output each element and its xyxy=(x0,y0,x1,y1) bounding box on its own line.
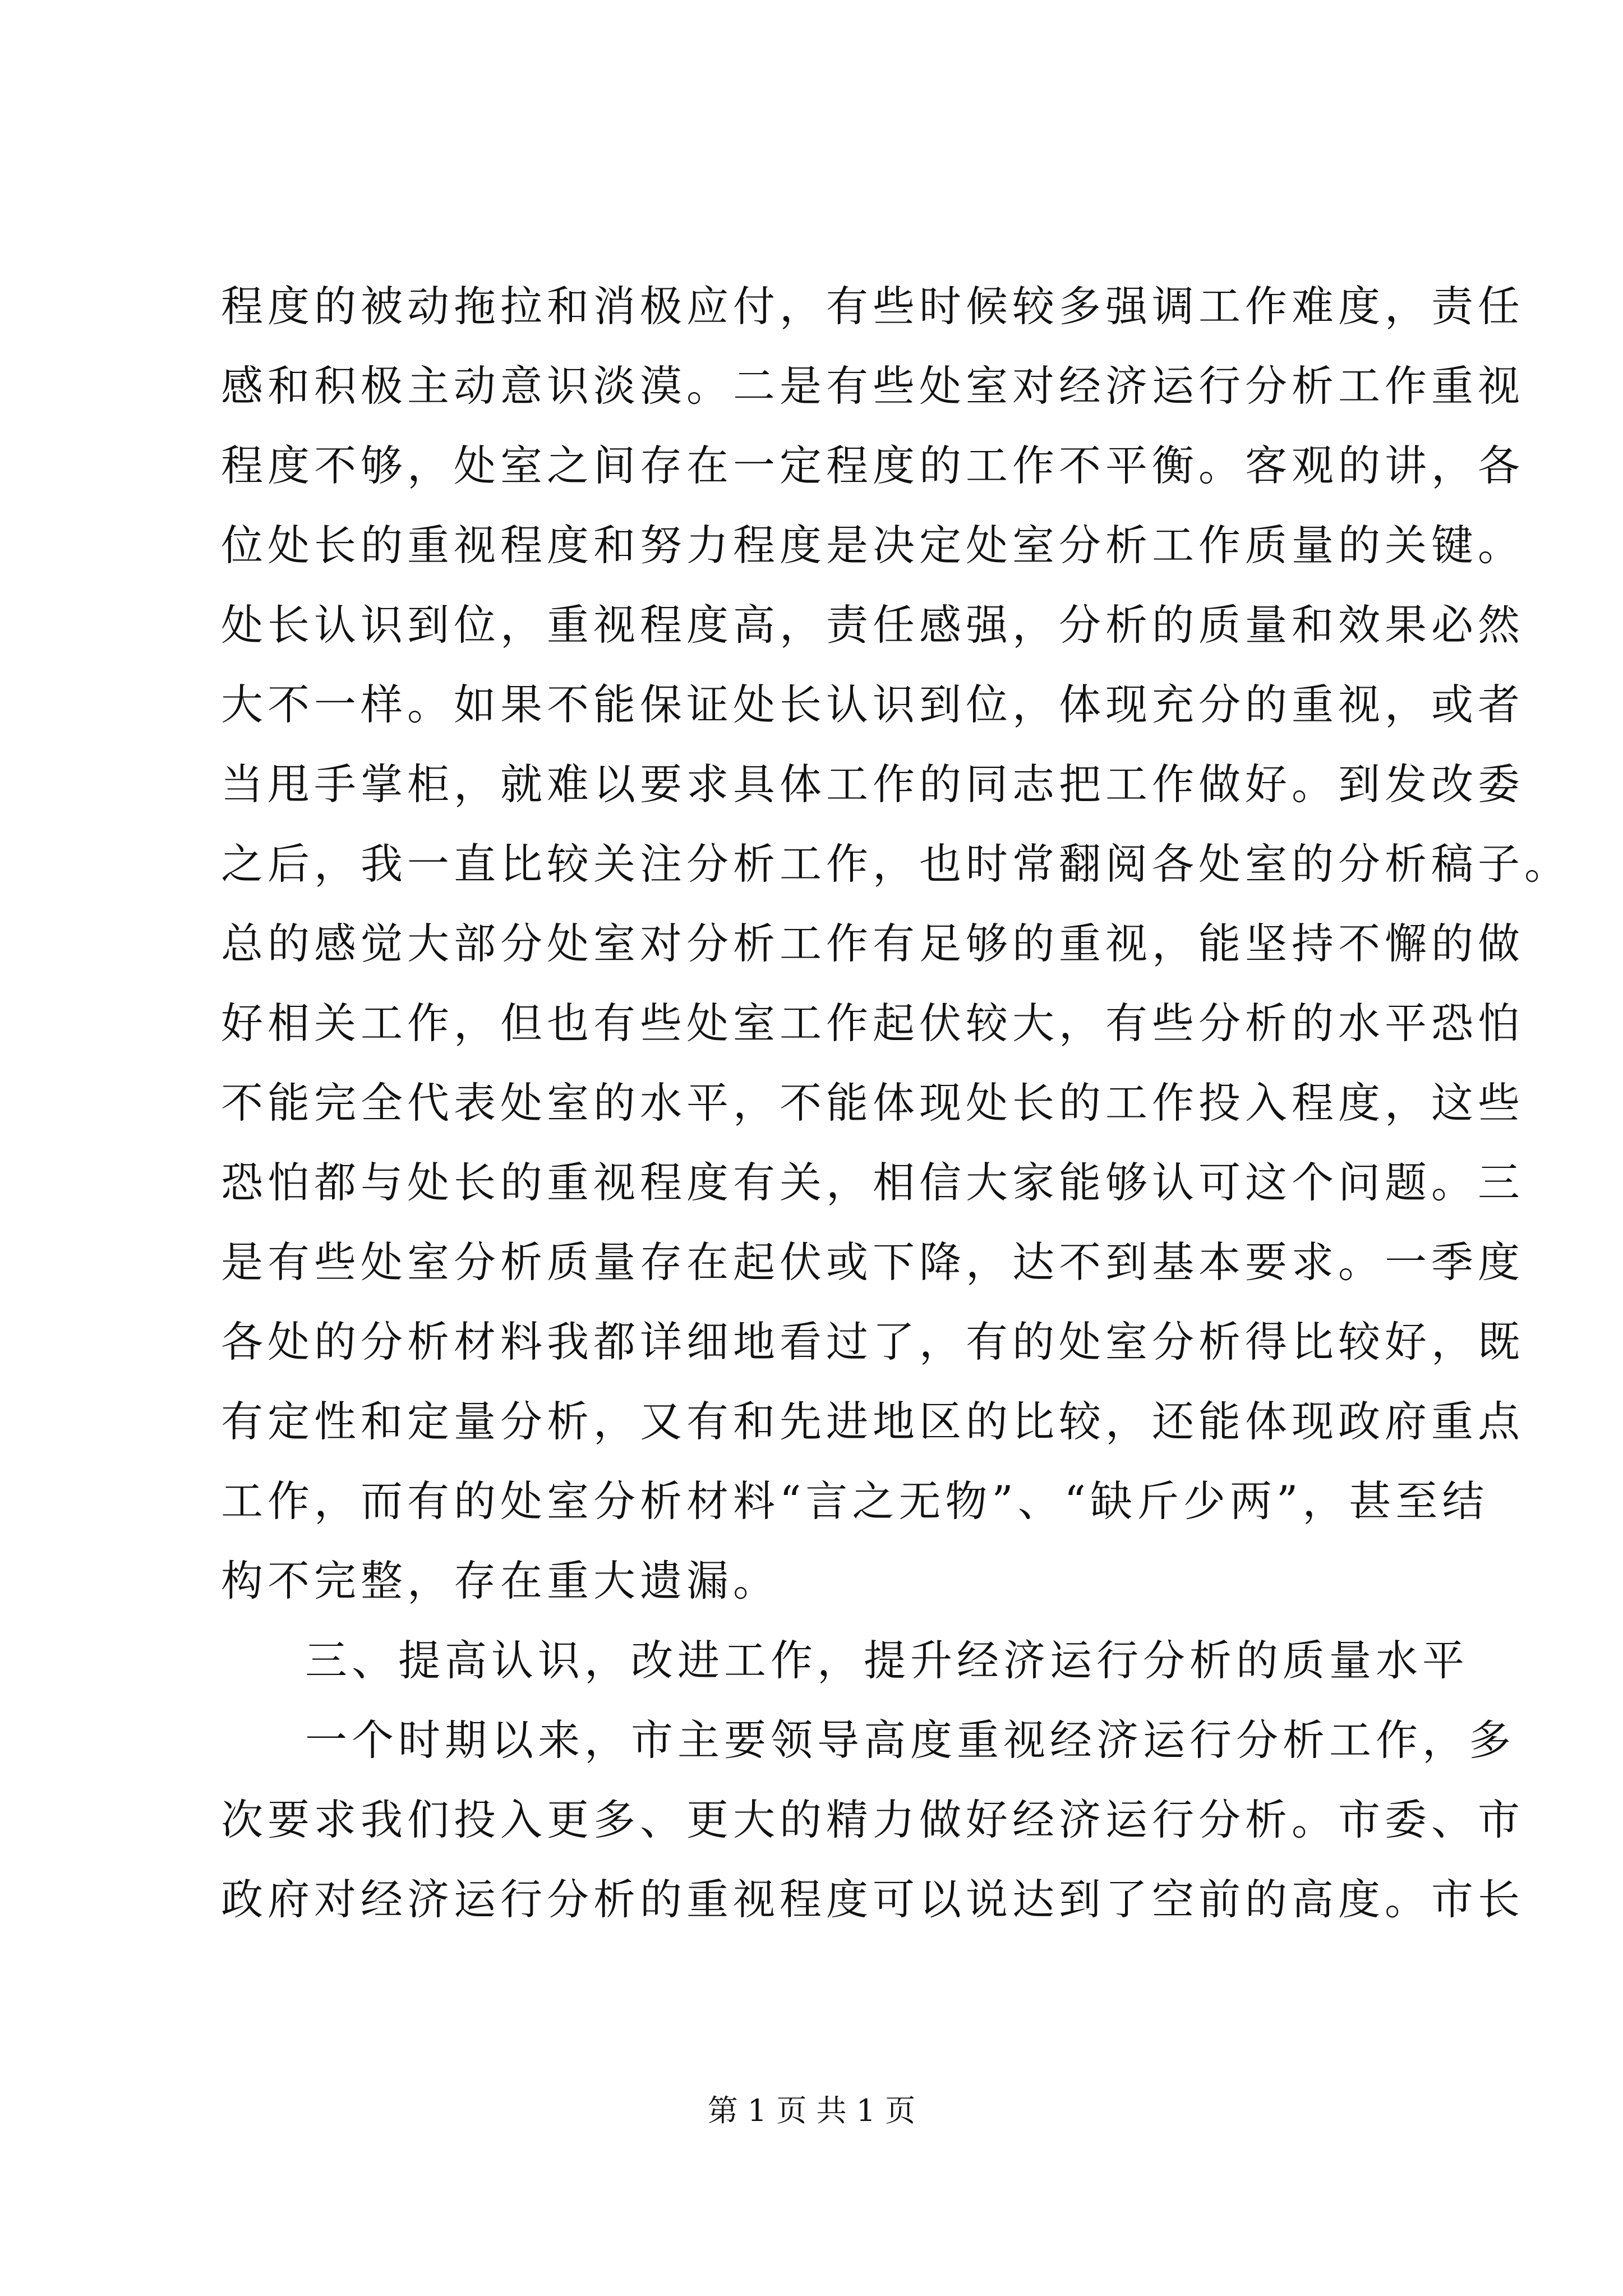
section-heading: 三、提高认识，改进工作，提升经济运行分析的质量水平 xyxy=(305,1636,1469,1685)
text-line: 当甩手掌柜，就难以要求具体工作的同志把工作做好。到发改委 xyxy=(221,760,1525,809)
text-line: 政府对经济运行分析的重视程度可以说达到了空前的高度。市长 xyxy=(221,1875,1525,1924)
text-line: 有定性和定量分析，又有和先进地区的比较，还能体现政府重点 xyxy=(221,1397,1525,1446)
text-line: 大不一样。如果不能保证处长认识到位，体现充分的重视，或者 xyxy=(221,680,1525,729)
text-line: 程度不够，处室之间存在一定程度的工作不平衡。客观的讲，各 xyxy=(221,441,1525,490)
paragraph-first-line: 一个时期以来，市主要领导高度重视经济运行分析工作，多 xyxy=(305,1715,1516,1765)
text-line: 处长认识到位，重视程度高，责任感强，分析的质量和效果必然 xyxy=(221,600,1525,650)
text-line: 不能完全代表处室的水平，不能体现处长的工作投入程度，这些 xyxy=(221,1078,1525,1128)
text-line: 次要求我们投入更多、更大的精力做好经济运行分析。市委、市 xyxy=(221,1795,1525,1844)
text-line: 程度的被动拖拉和消极应付，有些时候较多强调工作难度，责任 xyxy=(221,282,1525,331)
text-line: 位处长的重视程度和努力程度是决定处室分析工作质量的关键。 xyxy=(221,521,1525,570)
text-line: 工作，而有的处室分析材料“言之无物”、“缺斤少两”，甚至结 xyxy=(221,1476,1489,1526)
page-footer: 第 1 页 共 1 页 xyxy=(707,2093,916,2128)
text-line: 恐怕都与处长的重视程度有关，相信大家能够认可这个问题。三 xyxy=(221,1158,1525,1207)
text-line: 之后，我一直比较关注分析工作，也时常翻阅各处室的分析稿子。 xyxy=(221,839,1571,889)
document-body xyxy=(221,266,1571,1939)
text-line: 是有些处室分析质量存在起伏或下降，达不到基本要求。一季度 xyxy=(221,1237,1525,1287)
text-line: 感和积极主动意识淡漠。二是有些处室对经济运行分析工作重视 xyxy=(221,361,1525,411)
text-line: 构不完整，存在重大遗漏。 xyxy=(221,1556,780,1605)
text-line: 好相关工作，但也有些处室工作起伏较大，有些分析的水平恐怕 xyxy=(221,999,1525,1048)
text-line: 各处的分析材料我都详细地看过了，有的处室分析得比较好，既 xyxy=(221,1317,1525,1366)
text-line: 总的感觉大部分处室对分析工作有足够的重视，能坚持不懈的做 xyxy=(221,919,1525,968)
